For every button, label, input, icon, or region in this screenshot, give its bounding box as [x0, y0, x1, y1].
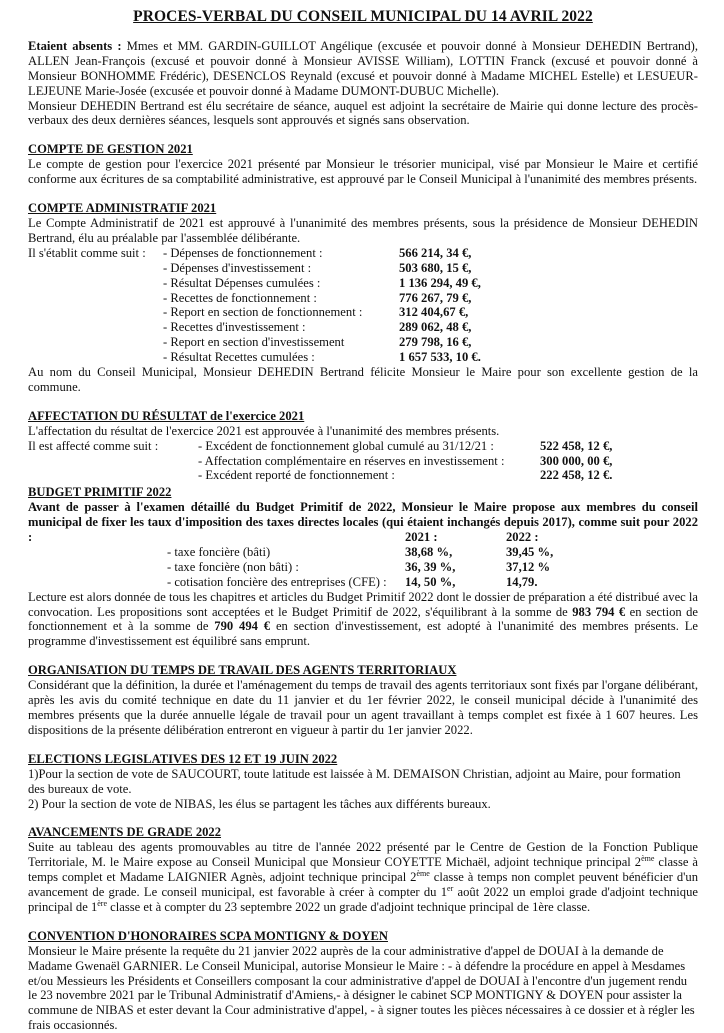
row-value-2022: 39,45 %, — [506, 544, 554, 559]
budget-amount-investissement: 790 494 € — [214, 619, 271, 634]
budget-heading: BUDGET PRIMITIF 2022 — [28, 485, 172, 500]
affectation-heading: AFFECTATION DU RÉSULTAT de l'exercice 2021 — [28, 408, 305, 423]
table-row — [28, 350, 481, 365]
budget-text-1: Lecture est alors donnée de tous les chapitres et articles du Budget Primitif 2022 dont le dossier de préparation a été distribué avec la convocation. Les propositions sont acceptées et le Budget Primitif de 2022, s'équilibrant à la somme de — [28, 589, 698, 619]
row-label: - Résultat Recettes cumulées : — [163, 350, 315, 365]
row-label: - Excédent de fonctionnement global cumulé au 31/12/21 : — [198, 438, 494, 453]
superscript: ère — [97, 898, 108, 908]
absents-paragraph — [28, 39, 698, 99]
row-value: 522 458, 12 €, — [540, 438, 613, 453]
table-row — [167, 545, 553, 560]
avancements-text-1: Suite au tableau des agents promouvables au titre de l'année 2022 présenté par le Centre de Gestion de la Fonction Publique Territoriale, M. le Maire expose au Conseil Municipal que Monsieur COYETTE Michaël, adjoint technique principal 2 — [28, 840, 698, 870]
elections-line-2: 2) Pour la section de vote de NIBAS, les élus se partagent les tâches aux différents bureaux. — [28, 796, 491, 811]
row-label: - taxe foncière (bâti) — [167, 544, 271, 559]
row-value-2021: 38,68 %, — [405, 544, 453, 559]
table-row — [28, 454, 612, 469]
affectation-intro: Il est affecté comme suit : — [28, 438, 159, 453]
row-label: - Recettes d'investissement : — [163, 320, 306, 335]
avancements-text-2: classe à temps complet et Madame LAIGNIER Agnès, adjoint technique principal 2 — [28, 855, 698, 885]
convention-heading: CONVENTION D'HONORAIRES SCPA MONTIGNY & DOYEN — [28, 928, 388, 943]
table-row — [28, 276, 481, 291]
table-row — [167, 575, 553, 590]
superscript: ème — [641, 854, 655, 864]
row-label: - Dépenses d'investissement : — [163, 260, 312, 275]
taux-table — [167, 530, 553, 590]
row-value: 503 680, 15 €, — [399, 260, 472, 275]
row-value: 289 062, 48 €, — [399, 320, 472, 335]
superscript: ème — [416, 868, 430, 878]
table-row — [28, 320, 481, 335]
affectation-text: L'affectation du résultat de l'exercice 2021 est approuvée à l'unanimité des membres présents. — [28, 423, 500, 438]
table-row — [28, 439, 612, 454]
absents-label: Etaient absents : — [28, 38, 122, 53]
compte-admin-intro: Il s'établit comme suit : — [28, 245, 146, 260]
col-2022-header: 2022 : — [506, 530, 539, 544]
row-label: - Affectation complémentaire en réserves en investissement : — [198, 453, 505, 468]
row-value: 312 404,67 €, — [399, 305, 469, 320]
row-label: - cotisation foncière des entreprises (CFE) : — [167, 574, 387, 589]
compte-admin-table — [28, 246, 481, 365]
row-value: 1 657 533, 10 €. — [399, 350, 481, 365]
avancements-text-5: classe et à compter du 23 septembre 2022 un grade d'adjoint technique principal de 1ère classe. — [107, 899, 591, 914]
row-label: - taxe foncière (non bâti) : — [167, 559, 299, 574]
budget-intro: Avant de passer à l'examen détaillé du Budget Primitif de 2022, Monsieur le Maire propose aux membres du conseil municipal de fixer les taux d'imposition des taxes directes locales (qui étaient inchangés depuis 2017), comme suit pour 2022 : — [28, 500, 698, 545]
organisation-text: Considérant que la définition, la durée et l'aménagement du temps de travail des agents territoriaux sont fixés par l'organe délibérant, après les avis du comité technique en date du 11 janvier et du 1er février 2022, le conseil municipal décide à l'unanimité des membres présents que la durée annuelle légale de travail pour un agent travaillant à temps complet est fixée à 1 607 heures. Les dispositions de la présente délibération entreront en vigueur à partir du 1er janvier 2022. — [28, 678, 698, 737]
row-value: 776 267, 79 €, — [399, 290, 472, 305]
table-row — [28, 261, 481, 276]
table-row — [28, 291, 481, 306]
compte-admin-heading: COMPTE ADMINISTRATIF 2021 — [28, 201, 217, 216]
elections-line-1: 1)Pour la section de vote de SAUCOURT, toute latitude est laissée à M. DEMAISON Christian, adjoint au Maire, pour formation des bureaux de vote. — [28, 766, 681, 796]
budget-text-3: en section d'investissement, est adopté à l'unanimité des membres présents. Le programme d'investissement est équilibré sans emprunt. — [28, 619, 698, 649]
col-2021-header: 2021 : — [405, 530, 438, 544]
table-row — [167, 530, 553, 545]
elections-heading: ELECTIONS LEGISLATIVES DES 12 ET 19 JUIN 2022 — [28, 751, 338, 766]
page-title: PROCES-VERBAL DU CONSEIL MUNICIPAL DU 14 AVRIL 2022 — [133, 8, 593, 25]
row-value-2021: 36, 39 %, — [405, 559, 456, 574]
compte-gestion-heading: COMPTE DE GESTION 2021 — [28, 142, 193, 157]
row-value-2022: 14,79. — [506, 574, 538, 589]
row-value: 1 136 294, 49 €, — [399, 275, 481, 290]
superscript: er — [447, 883, 454, 893]
avancements-heading: AVANCEMENTS DE GRADE 2022 — [28, 825, 222, 840]
affectation-table — [28, 439, 612, 484]
document-page — [28, 0, 698, 1033]
table-row — [28, 246, 481, 261]
row-label: - Recettes de fonctionnement : — [163, 290, 317, 305]
row-value-2022: 37,12 % — [506, 559, 551, 574]
table-row — [28, 305, 481, 320]
avancements-text-4: août 2022 un emploi grade d'adjoint technique principal de 1 — [28, 885, 698, 914]
avancements-text-3: classe à temps non complet peuvent bénéficier d'un avancement de grade. Le conseil municipal, est favorable à créer à compter du 1 — [28, 870, 698, 900]
row-value: 279 798, 16 €, — [399, 335, 472, 350]
row-label: - Report en section d'investissement — [163, 335, 345, 350]
row-label: - Report en section de fonctionnement : — [163, 305, 363, 320]
secretaire-paragraph: Monsieur DEHEDIN Bertrand est élu secrétaire de séance, auquel est adjoint la secrétaire de Mairie qui donne lecture des procès-verbaux des deux dernières séances, lesquels sont approuvés et signés sans observation. — [28, 98, 698, 128]
table-row — [167, 560, 553, 575]
row-label: - Dépenses de fonctionnement : — [163, 245, 323, 260]
table-row — [28, 468, 612, 483]
budget-lecture — [28, 590, 698, 650]
row-value: 300 000, 00 €, — [540, 453, 613, 468]
row-value: 566 214, 34 €, — [399, 245, 472, 260]
organisation-heading: ORGANISATION DU TEMPS DE TRAVAIL DES AGENTS TERRITORIAUX — [28, 663, 457, 678]
row-value-2021: 14, 50 %, — [405, 574, 456, 589]
compte-admin-conclusion: Au nom du Conseil Municipal, Monsieur DEHEDIN Bertrand félicite Monsieur le Maire pour son excellente gestion de la commune. — [28, 365, 698, 394]
avancements-text — [28, 840, 698, 915]
table-row — [28, 335, 481, 350]
budget-amount-fonctionnement: 983 794 € — [572, 604, 626, 619]
budget-text-2: en section de fonctionnement et à la somme de — [28, 604, 698, 634]
compte-gestion-text: Le compte de gestion pour l'exercice 2021 présenté par Monsieur le trésorier municipal, visé par Monsieur le Maire et certifié conforme aux écritures de sa comptabilité administrative, est approuvé par le Conseil Municipal à l'unanimité des membres présents. — [28, 157, 698, 187]
compte-admin-text: Le Compte Administratif de 2021 est approuvé à l'unanimité des membres présents, sous la présidence de Monsieur DEHEDIN Bertrand, élu au préalable par l'assemblée délibérante. — [28, 215, 698, 245]
row-value: 222 458, 12 €. — [540, 468, 613, 483]
row-label: - Résultat Dépenses cumulées : — [163, 275, 321, 290]
convention-text: Monsieur le Maire présente la requête du 21 janvier 2022 auprès de la cour administrative d'appel de DOUAI à la demande de Madame Gwenaël GARNIER. Le Conseil Municipal, autorise Monsieur le Maire : - à défendre la procédure en appel à Mesdames et/ou Messieurs les Présidents et Conseillers composant la cour administrative d'appel de DOUAI à l'encontre d'un jugement rendu le 23 novembre 2021 par le Tribunal Administratif d'Amiens,- à désigner le cabinet SCP MONTIGNY & DOYEN pour assister la commune de NIBAS et ester devant la Cour administrative d'appel, - à signer toutes les pièces nécessaires à ce dossier et à régler les frais occasionnés. — [28, 943, 695, 1033]
row-label: - Excédent reporté de fonctionnement : — [198, 468, 395, 483]
absents-text: Mmes et MM. GARDIN-GUILLOT Angélique (excusée et pouvoir donné à Monsieur DEHEDIN Bertrand), ALLEN Jean-François (excusé et pouvoir donné à Monsieur AVISSE William), LOTTIN Franck (excusé et pouvoir donné à Monsieur BONHOMME Frédéric), DESENCLOS Reynald (excusé et pouvoir donné à Madame MICHEL Estelle) et LESUEUR-LEJEUNE Marie-Josée (excusée et pouvoir donné à Madame DUMONT-DUBUC Michelle). — [28, 38, 698, 98]
